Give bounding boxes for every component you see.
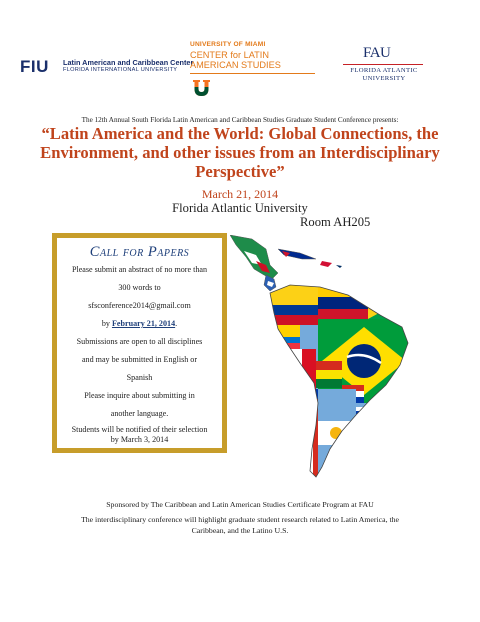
conference-description xyxy=(40,514,440,536)
um-logo-center xyxy=(190,50,281,70)
cfp-by-prefix: by xyxy=(101,319,110,328)
cfp-line-7: Spanish xyxy=(126,373,153,382)
cfp-deadline-line xyxy=(57,315,222,333)
um-logo-center-line1: CENTER for LATIN xyxy=(190,50,269,60)
conference-description-line1: The interdisciplinary conference will highlight graduate student research related to Latin America, the xyxy=(80,515,400,524)
call-for-papers-box xyxy=(52,233,227,453)
cfp-line-8: Please inquire about submitting in xyxy=(84,391,195,400)
conference-title-line2: Environment, and other issues from an Interdisciplinary xyxy=(40,143,440,162)
cfp-deadline-suffix: . xyxy=(175,319,178,328)
um-u-logo-icon xyxy=(193,80,210,96)
call-for-papers-title: Call for Papers xyxy=(89,244,190,260)
cfp-line-6: and may be submitted in English or xyxy=(81,355,198,364)
fiu-logo xyxy=(20,57,210,77)
um-logo-rule xyxy=(190,73,315,74)
cfp-deadline: February 21, 2014 xyxy=(111,319,176,328)
conference-room: Room AH205 xyxy=(300,215,371,229)
fau-logo-rule xyxy=(343,64,423,65)
fau-logo-name-line1: FLORIDA ATLANTIC xyxy=(350,67,418,74)
cfp-email: sfsconference2014@gmail.com xyxy=(88,301,191,310)
conference-title-line3: Perspective” xyxy=(195,162,285,181)
conference-title-line1: “Latin America and the World: Global Connections, the xyxy=(41,124,439,143)
cfp-line-2: 300 words to xyxy=(118,283,161,292)
fau-logo-name xyxy=(344,67,424,82)
conference-date: March 21, 2014 xyxy=(201,187,279,201)
fiu-logo-center-name: Latin American and Caribbean Center xyxy=(63,58,194,67)
fiu-logo-mark: FIU xyxy=(20,57,49,76)
cfp-notify-line2: by March 3, 2014 xyxy=(110,435,169,444)
um-logo-university: UNIVERSITY OF MIAMI xyxy=(190,41,266,48)
cfp-notify-line1: Students will be notified of their selection xyxy=(71,425,208,434)
cfp-line-1: Please submit an abstract of no more than xyxy=(71,265,208,274)
um-logo-center-line2: AMERICAN STUDIES xyxy=(190,60,281,70)
fau-logo xyxy=(343,45,423,91)
sponsor-line: Sponsored by The Caribbean and Latin American Studies Certificate Program at FAU xyxy=(106,500,374,509)
latin-america-flag-map-icon xyxy=(230,235,440,480)
fau-logo-mark: FAU xyxy=(363,45,391,61)
conference-description-line2: Caribbean, and the Latino U.S. xyxy=(191,526,289,535)
cfp-line-9: another language. xyxy=(110,409,169,418)
cfp-line-5: Submissions are open to all disciplines xyxy=(76,337,203,346)
cfp-notify xyxy=(57,425,222,445)
conference-title xyxy=(0,124,480,181)
fiu-logo-university-name: FLORIDA INTERNATIONAL UNIVERSITY xyxy=(63,67,178,73)
conference-venue: Florida Atlantic University xyxy=(172,201,308,215)
fau-logo-name-line2: UNIVERSITY xyxy=(362,74,406,82)
um-logo xyxy=(190,41,320,99)
conference-preline: The 12th Annual South Florida Latin American and Caribbean Studies Graduate Student Conference presents: xyxy=(81,116,399,124)
